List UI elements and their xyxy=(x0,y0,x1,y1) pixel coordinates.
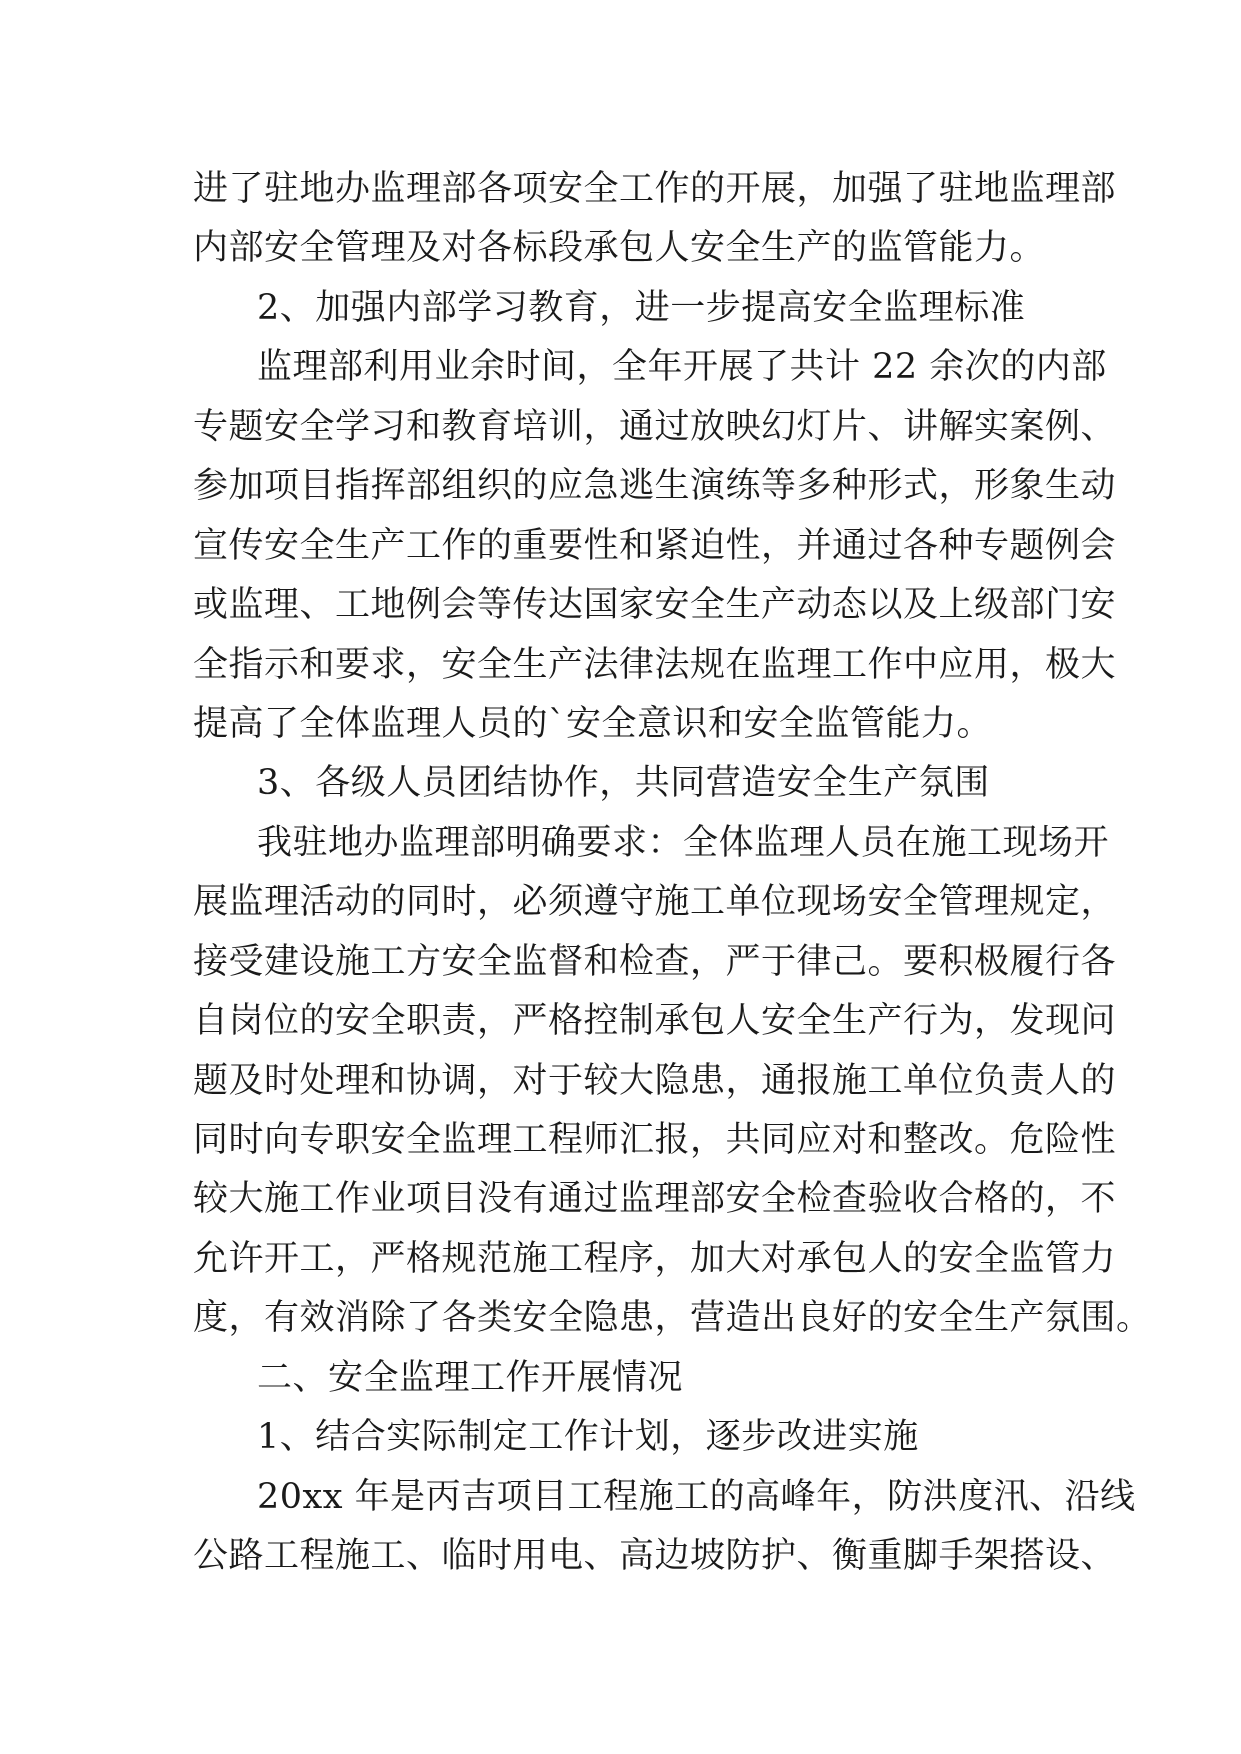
text-line: 题及时处理和协调，对于较大隐患，通报施工单位负责人的 xyxy=(193,1060,1117,1101)
section-heading: 二、安全监理工作开展情况 xyxy=(257,1357,684,1398)
text-line: 全指示和要求，安全生产法律法规在监理工作中应用，极大 xyxy=(193,644,1117,685)
text-line: 提高了全体监理人员的`安全意识和安全监管能力。 xyxy=(193,703,993,744)
text-line: 监理部利用业余时间，全年开展了共计 22 余次的内部 xyxy=(257,347,1107,388)
body-text xyxy=(193,160,1152,1587)
text-line: 我驻地办监理部明确要求：全体监理人员在施工现场开 xyxy=(257,822,1110,863)
text-line: 公路工程施工、临时用电、高边坡防护、衡重脚手架搭设、 xyxy=(193,1536,1117,1577)
text-line: 允许开工，严格规范施工程序，加大对承包人的安全监管力 xyxy=(193,1238,1117,1279)
text-line: 展监理活动的同时，必须遵守施工单位现场安全管理规定， xyxy=(193,882,1117,923)
text-line: 内部安全管理及对各标段承包人安全生产的监管能力。 xyxy=(193,228,1046,269)
text-line: 自岗位的安全职责，严格控制承包人安全生产行为，发现问 xyxy=(193,1001,1117,1042)
text-line: 参加项目指挥部组织的应急逃生演练等多种形式，形象生动 xyxy=(193,466,1117,507)
text-line: 进了驻地办监理部各项安全工作的开展，加强了驻地监理部 xyxy=(193,169,1117,209)
text-line: 度，有效消除了各类安全隐患，营造出良好的安全生产氛围。 xyxy=(193,1298,1152,1339)
text-line: 20xx 年是丙吉项目工程施工的高峰年，防洪度汛、沿线 xyxy=(257,1476,1136,1517)
section-heading: 3、各级人员团结协作，共同营造安全生产氛围 xyxy=(257,763,990,804)
text-line: 较大施工作业项目没有通过监理部安全检查验收合格的，不 xyxy=(193,1179,1117,1220)
section-heading: 2、加强内部学习教育，进一步提高安全监理标准 xyxy=(257,287,1026,328)
text-line: 专题安全学习和教育培训，通过放映幻灯片、讲解实案例、 xyxy=(193,406,1117,447)
text-line: 或监理、工地例会等传达国家安全生产动态以及上级部门安 xyxy=(193,585,1117,626)
text-line: 宣传安全生产工作的重要性和紧迫性，并通过各种专题例会 xyxy=(193,525,1117,566)
text-line: 同时向专职安全监理工程师汇报，共同应对和整改。危险性 xyxy=(193,1120,1117,1160)
section-heading: 1、结合实际制定工作计划，逐步改进实施 xyxy=(257,1417,919,1458)
text-line: 接受建设施工方安全监督和检查，严于律己。要积极履行各 xyxy=(193,941,1117,982)
